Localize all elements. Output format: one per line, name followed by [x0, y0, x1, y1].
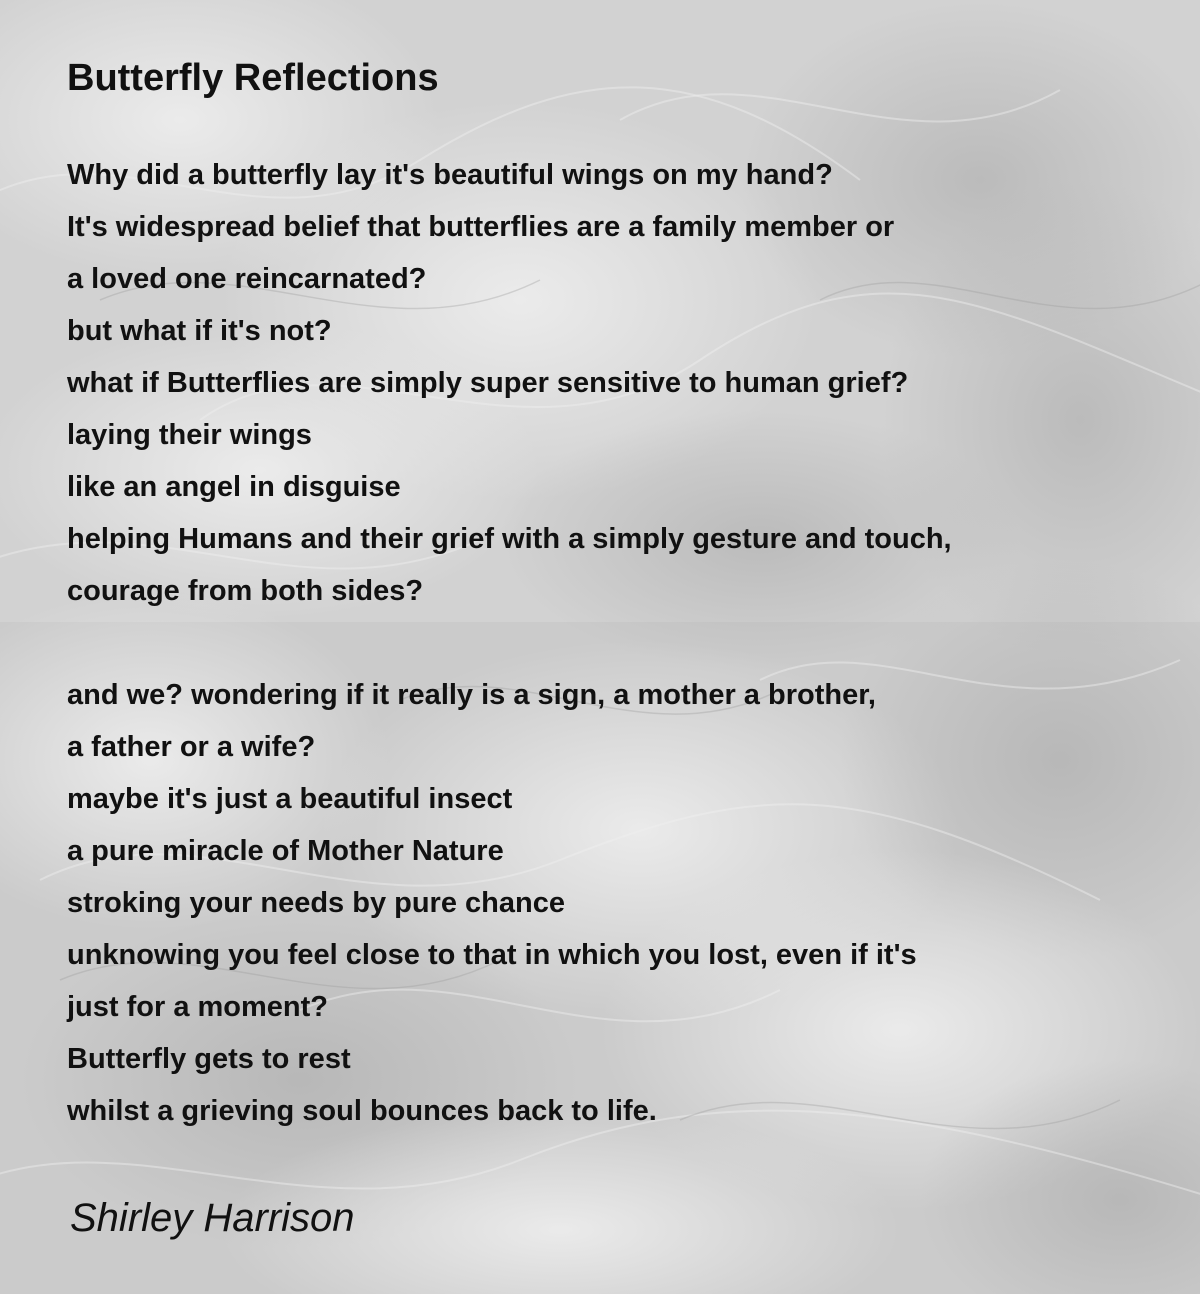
poem-line: unknowing you feel close to that in which you lost, even if it's	[67, 939, 917, 971]
stanza-2	[67, 669, 917, 1137]
poem-line: whilst a grieving soul bounces back to life.	[67, 1095, 657, 1127]
poem-line: maybe it's just a beautiful insect	[67, 783, 513, 815]
poem-author: Shirley Harrison	[70, 1196, 355, 1240]
poem-line: a loved one reincarnated?	[67, 263, 427, 295]
poem-line: Butterfly gets to rest	[67, 1043, 351, 1075]
poem-line: helping Humans and their grief with a simply gesture and touch,	[67, 523, 952, 555]
poem-line: what if Butterflies are simply super sensitive to human grief?	[67, 367, 909, 399]
poem-line: and we? wondering if it really is a sign, a mother a brother,	[67, 679, 876, 711]
poem-line: just for a moment?	[67, 991, 329, 1023]
poem-line: a father or a wife?	[67, 731, 316, 763]
poem-line: but what if it's not?	[67, 315, 332, 347]
poem-line: laying their wings	[67, 419, 312, 451]
poem-line: courage from both sides?	[67, 575, 424, 607]
poem-title: Butterfly Reflections	[67, 57, 439, 99]
poem-line: It's widespread belief that butterflies are a family member or	[67, 211, 895, 243]
poem-line: stroking your needs by pure chance	[67, 887, 565, 919]
poem-line: like an angel in disguise	[67, 471, 401, 503]
stanza-1	[67, 149, 952, 617]
poem-line: Why did a butterfly lay it's beautiful wings on my hand?	[67, 159, 833, 191]
poem-line: a pure miracle of Mother Nature	[67, 835, 504, 867]
